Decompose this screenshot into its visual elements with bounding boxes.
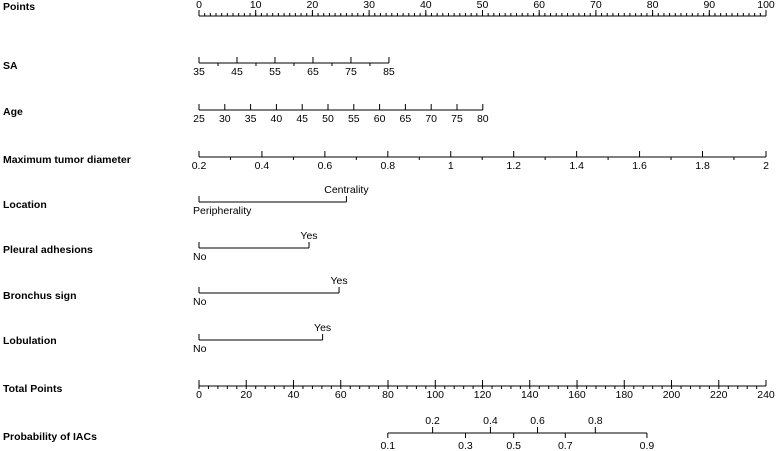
probability-of-iacs-tick-label-below: 0.3 xyxy=(458,440,473,451)
points-tick-label: 30 xyxy=(363,0,375,11)
sa-tick-label: 35 xyxy=(193,66,205,78)
points-tick-label: 80 xyxy=(646,0,659,11)
total-points-tick-label: 220 xyxy=(710,389,728,401)
pleural-adhesions-high-label: Yes xyxy=(300,230,318,242)
total-points-tick-label: 60 xyxy=(334,389,347,401)
maximum-tumor-diameter-tick-label: 0.4 xyxy=(254,160,270,172)
points-tick-label: 0 xyxy=(196,0,202,11)
total-points-tick-label: 20 xyxy=(240,389,253,401)
row-label-points: Points xyxy=(3,1,36,13)
age-tick-label: 75 xyxy=(451,113,463,125)
probability-of-iacs-tick-label-above: 0.4 xyxy=(483,415,498,427)
row-label-age: Age xyxy=(3,106,23,118)
total-points-tick-label: 40 xyxy=(287,389,300,401)
points-tick-label: 90 xyxy=(703,0,716,11)
age-tick-label: 80 xyxy=(476,113,489,125)
row-label-pleural-adhesions: Pleural adhesions xyxy=(3,244,93,256)
row-label-probability-of-iacs: Probability of IACs xyxy=(3,431,97,443)
total-points-tick-label: 240 xyxy=(757,389,775,401)
maximum-tumor-diameter-tick-label: 0.8 xyxy=(380,160,396,172)
maximum-tumor-diameter-tick-label: 1.4 xyxy=(569,160,584,172)
maximum-tumor-diameter-tick-label: 1.6 xyxy=(632,160,647,172)
points-tick-label: 100 xyxy=(757,0,775,11)
maximum-tumor-diameter-tick-label: 1 xyxy=(447,160,454,172)
points-tick-label: 60 xyxy=(533,0,546,11)
sa-tick-label: 55 xyxy=(269,66,281,78)
maximum-tumor-diameter-tick-label: 2 xyxy=(763,160,769,172)
maximum-tumor-diameter-tick-label: 1.8 xyxy=(695,160,710,172)
points-tick-label: 70 xyxy=(590,0,602,11)
probability-of-iacs-tick-label-below: 0.1 xyxy=(380,440,396,451)
row-label-location: Location xyxy=(3,199,47,211)
age-tick-label: 25 xyxy=(193,113,205,125)
maximum-tumor-diameter-tick-label: 1.2 xyxy=(506,160,521,172)
sa-tick-label: 65 xyxy=(307,66,319,78)
total-points-tick-label: 200 xyxy=(662,389,681,401)
age-tick-label: 55 xyxy=(347,113,360,125)
lobulation-low-label: No xyxy=(193,343,207,355)
probability-of-iacs-tick-label-below: 0.5 xyxy=(506,440,521,451)
probability-of-iacs-tick-label-above: 0.6 xyxy=(530,415,545,427)
points-tick-label: 10 xyxy=(249,0,262,11)
bronchus-sign-low-label: No xyxy=(193,296,207,308)
sa-tick-label: 75 xyxy=(345,66,357,78)
total-points-tick-label: 120 xyxy=(473,389,492,401)
total-points-tick-label: 80 xyxy=(382,389,394,401)
total-points-tick-label: 0 xyxy=(196,389,202,401)
age-tick-label: 45 xyxy=(296,113,309,125)
location-high-label: Centrality xyxy=(324,184,369,196)
probability-of-iacs-tick-label-above: 0.8 xyxy=(588,415,603,427)
age-tick-label: 40 xyxy=(270,113,283,125)
pleural-adhesions-low-label: No xyxy=(193,251,207,263)
points-tick-label: 20 xyxy=(306,0,319,11)
row-label-lobulation: Lobulation xyxy=(3,335,57,347)
age-tick-label: 60 xyxy=(373,113,386,125)
age-tick-label: 70 xyxy=(425,113,438,125)
age-tick-label: 30 xyxy=(218,113,231,125)
bronchus-sign-high-label: Yes xyxy=(330,275,348,287)
lobulation-high-label: Yes xyxy=(314,322,332,334)
sa-tick-label: 85 xyxy=(383,66,395,78)
row-label-sa: SA xyxy=(3,60,18,72)
total-points-tick-label: 160 xyxy=(568,389,586,401)
maximum-tumor-diameter-tick-label: 0.6 xyxy=(317,160,333,172)
probability-of-iacs-tick-label-above: 0.2 xyxy=(425,415,440,427)
row-label-bronchus-sign: Bronchus sign xyxy=(3,290,77,302)
age-tick-label: 35 xyxy=(244,113,257,125)
age-tick-label: 65 xyxy=(399,113,412,125)
points-tick-label: 40 xyxy=(419,0,432,11)
probability-of-iacs-tick-label-below: 0.9 xyxy=(639,440,655,451)
sa-tick-label: 45 xyxy=(231,66,243,78)
row-label-total-points: Total Points xyxy=(3,383,63,395)
total-points-tick-label: 180 xyxy=(615,389,634,401)
total-points-tick-label: 140 xyxy=(520,389,539,401)
location-low-label: Peripherality xyxy=(193,205,252,217)
probability-of-iacs-tick-label-below: 0.7 xyxy=(557,440,573,451)
maximum-tumor-diameter-tick-label: 0.2 xyxy=(191,160,207,172)
age-tick-label: 50 xyxy=(322,113,334,125)
row-label-maximum-tumor-diameter: Maximum tumor diameter xyxy=(3,154,131,166)
total-points-tick-label: 100 xyxy=(426,389,445,401)
points-tick-label: 50 xyxy=(476,0,489,11)
